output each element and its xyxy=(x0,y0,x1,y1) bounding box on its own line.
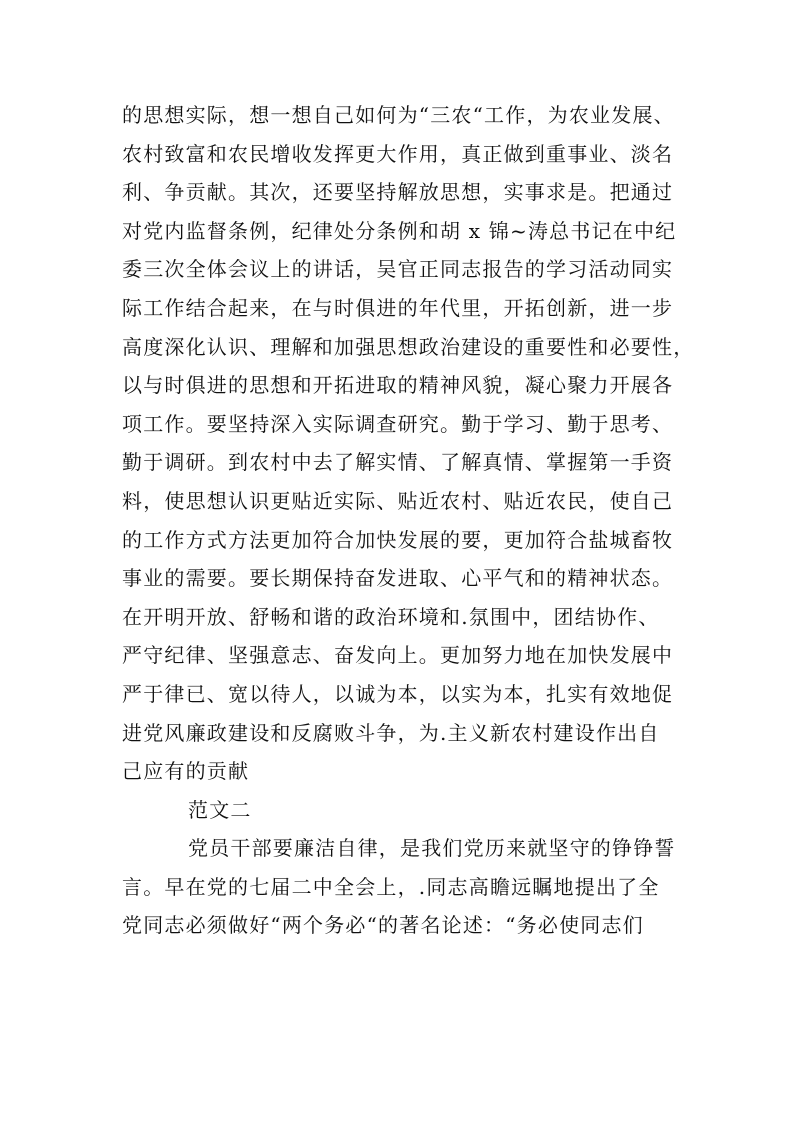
body-line-10: 勤于调研。到农村中去了解实情、了解真情、掌握第一手资 xyxy=(122,450,674,475)
body-line-15: 严守纪律、坚强意志、奋发向上。更加努力地在加快发展中 xyxy=(122,643,674,668)
body-line-1: 的思想实际，想一想自己如何为“三农“工作，为农业发展、 xyxy=(122,103,675,127)
body-line-13: 事业的需要。要长期保持奋发进取、心平气和的精神状态。 xyxy=(122,566,674,591)
body-line-12: 的工作方式方法更加符合加快发展的要，更加符合盐城畜牧 xyxy=(122,527,674,552)
body-line-7: 高度深化认识、理解和加强思想政治建设的重要性和必要性， xyxy=(122,334,695,359)
body-line-16: 严于律已、宽以待人，以诚为本，以实为本，扎实有效地促 xyxy=(122,681,674,706)
section-line-1: 党员干部要廉洁自律，是我们党历来就坚守的铮铮誓 xyxy=(188,836,676,861)
body-line-6: 际工作结合起来，在与时俱进的年代里，开拓创新，进一步 xyxy=(122,295,674,320)
body-line-8: 以与时俱进的思想和开拓进取的精神风貌，凝心聚力开展各 xyxy=(122,373,674,398)
body-line-4: 对党内监督条例，纪律处分条例和胡 x 锦~涛总书记在中纪 xyxy=(122,218,677,243)
body-line-5: 委三次全体会议上的讲话，吴官正同志报告的学习活动同实 xyxy=(122,257,674,282)
body-line-11: 料，使思想认识更贴近实际、贴近农村、贴近农民，使自己 xyxy=(122,488,674,513)
body-line-18: 己应有的贡献 xyxy=(122,759,250,784)
body-line-14: 在开明开放、舒畅和谐的政治环境和.氛围中，团结协作、 xyxy=(122,604,660,629)
body-line-3: 利、争贡献。其次，还要坚持解放思想，实事求是。把通过 xyxy=(122,180,674,205)
body-line-9: 项工作。要坚持深入实际调查研究。勤于学习、勤于思考、 xyxy=(122,411,674,436)
body-line-2: 农村致富和农民增收发挥更大作用，真正做到重事业、淡名 xyxy=(122,141,674,166)
document-body xyxy=(122,96,695,945)
body-line-17: 进党风廉政建设和反腐败斗争，为.主义新农村建设作出自 xyxy=(122,720,660,745)
section-line-3: 党同志必须做好“两个务必“的著名论述：“务必使同志们 xyxy=(122,913,644,938)
section-title: 范文二 xyxy=(188,797,252,822)
section-line-2: 言。早在党的七届二中全会上，.同志高瞻远瞩地提出了全 xyxy=(122,874,660,899)
